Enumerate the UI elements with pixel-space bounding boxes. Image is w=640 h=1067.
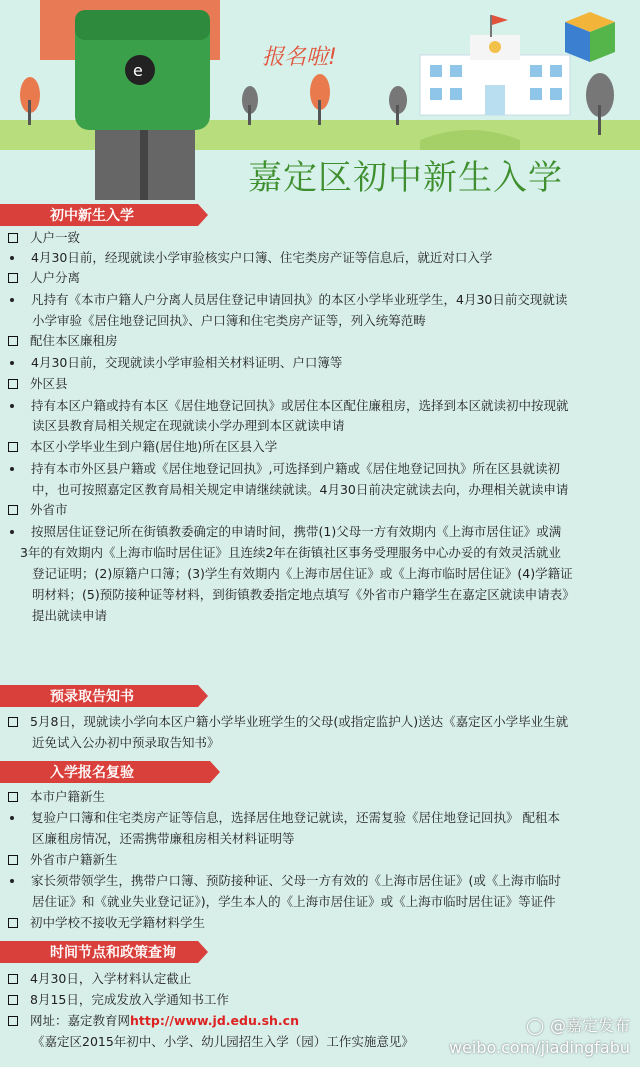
list-item-continuation: 3年的有效期内《上海市临时居住证》且连续2年在街镇社区事务受理服务中心办妥的有效灵活就业 (20, 545, 561, 560)
list-item: 5月8日，现就读小学向本区户籍小学毕业班学生的父母(或指定监护人)送达《嘉定区小学毕业生就 (8, 712, 568, 733)
list-item-continuation: 居住证》和《就业失业登记证》)，学生本人的《上海市居住证》或《上海市临时居住证》等证件 (32, 894, 556, 909)
checkbox-icon (8, 1016, 18, 1026)
bullet-icon (10, 256, 14, 260)
list-item: 外区县 (8, 374, 68, 395)
section-header-timeline: 时间节点和政策查询 (0, 941, 198, 963)
bullet-icon (10, 816, 14, 820)
checkbox-icon (8, 379, 18, 389)
section-header-enrollment: 初中新生入学 (0, 204, 198, 226)
bullet-icon (10, 298, 14, 302)
section-header-pre-admission: 预录取告知书 (0, 685, 198, 707)
banner (0, 0, 640, 200)
checkbox-icon (8, 918, 18, 928)
list-item: 4月30日，入学材料认定截止 (8, 969, 191, 990)
list-item: 本区小学毕业生到户籍(居住地)所在区县入学 (8, 437, 277, 458)
checkbox-icon (8, 717, 18, 727)
checkbox-icon (8, 855, 18, 865)
list-item: 凡持有《本市户籍人户分离人员居住登记申请回执》的本区小学毕业班学生，4月30日前交现就读 (8, 290, 567, 311)
weibo-watermark: ◯ @嘉定发布 weibo.com/jiadingfabu (448, 1016, 630, 1057)
checkbox-icon (8, 974, 18, 984)
logo-icon (565, 12, 615, 62)
bullet-icon (10, 467, 14, 471)
list-item: 家长须带领学生，携带户口簿、预防接种证、父母一方有效的《上海市居住证》(或《上海市临时 (8, 871, 561, 892)
list-item: 8月15日，完成发放入学通知书工作 (8, 990, 229, 1011)
list-item-continuation: 明材料；(5)预防接种证等材料，到街镇教委指定地点填写《外省市户籍学生在嘉定区就读申请表》 (32, 587, 575, 602)
watermark-url: weibo.com/jiadingfabu (448, 1038, 630, 1057)
list-item: 外省市户籍新生 (8, 850, 118, 871)
bullet-icon (10, 404, 14, 408)
checkbox-icon (8, 505, 18, 515)
list-item: 4月30日前，经现就读小学审验核实户口簿、住宅类房产证等信息后，就近对口入学 (8, 248, 492, 269)
checkbox-icon (8, 792, 18, 802)
bullet-icon (10, 361, 14, 365)
list-item: 人户一致 (8, 228, 80, 249)
bullet-icon (10, 879, 14, 883)
list-item: 配住本区廉租房 (8, 331, 118, 352)
checkbox-icon (8, 995, 18, 1005)
list-item: 4月30日前，交现就读小学审验相关材料证明、户口簿等 (8, 353, 342, 374)
list-item-continuation: 登记证明；(2)原籍户口簿；(3)学生有效期内《上海市居住证》或《上海市临时居住证》(4)学籍证 (32, 566, 573, 581)
list-item: 初中学校不接收无学籍材料学生 (8, 913, 205, 934)
checkbox-icon (8, 233, 18, 243)
list-item: 网址：嘉定教育网http://www.jd.edu.sh.cn (8, 1011, 299, 1032)
list-item: 持有本区户籍或持有本区《居住地登记回执》或居住本区配住廉租房，选择到本区就读初中按现就 (8, 396, 569, 417)
list-item: 人户分离 (8, 268, 80, 289)
list-item: 按照居住证登记所在街镇教委确定的申请时间，携带(1)父母一方有效期内《上海市居住证》或满 (8, 522, 561, 543)
checkbox-icon (8, 442, 18, 452)
list-item-continuation: 中，也可按照嘉定区教育局相关规定申请继续就读。4月30日前决定就读去向，办理相关就读申请 (32, 482, 569, 497)
list-item: 复验户口簿和住宅类房产证等信息，选择居住地登记就读，还需复验《居住地登记回执》 配租本 (8, 808, 560, 829)
page-title: 嘉定区初中新生入学 (248, 158, 563, 198)
list-item: 持有本市外区县户籍或《居住地登记回执》,可选择到户籍或《居住地登记回执》所在区县就读初 (8, 459, 560, 480)
policy-document-link[interactable]: 《嘉定区2015年初中、小学、幼儿园招生入学（园）工作实施意见》 (32, 1034, 414, 1049)
list-item: 本市户籍新生 (8, 787, 105, 808)
list-item-continuation: 近免试入公办初中预录取告知书》 (32, 735, 220, 750)
list-item: 外省市 (8, 500, 68, 521)
signup-label: 报名啦! (262, 45, 337, 70)
weibo-icon: ◯ (526, 1016, 544, 1035)
list-item-continuation: 读区县教育局相关规定在现就读小学办理到本区就读申请 (32, 418, 345, 433)
section-header-registration: 入学报名复验 (0, 761, 210, 783)
checkbox-icon (8, 336, 18, 346)
bullet-icon (10, 530, 14, 534)
svg-text:e: e (133, 61, 143, 80)
website-link[interactable]: http://www.jd.edu.sh.cn (130, 1013, 299, 1028)
checkbox-icon (8, 273, 18, 283)
list-item-continuation: 区廉租房情况，还需携带廉租房相关材料证明等 (32, 831, 295, 846)
list-item-continuation: 小学审验《居住地登记回执》、户口簿和住宅类房产证等，列入统筹范畴 (32, 313, 426, 328)
list-item-continuation: 提出就读申请 (32, 608, 108, 623)
